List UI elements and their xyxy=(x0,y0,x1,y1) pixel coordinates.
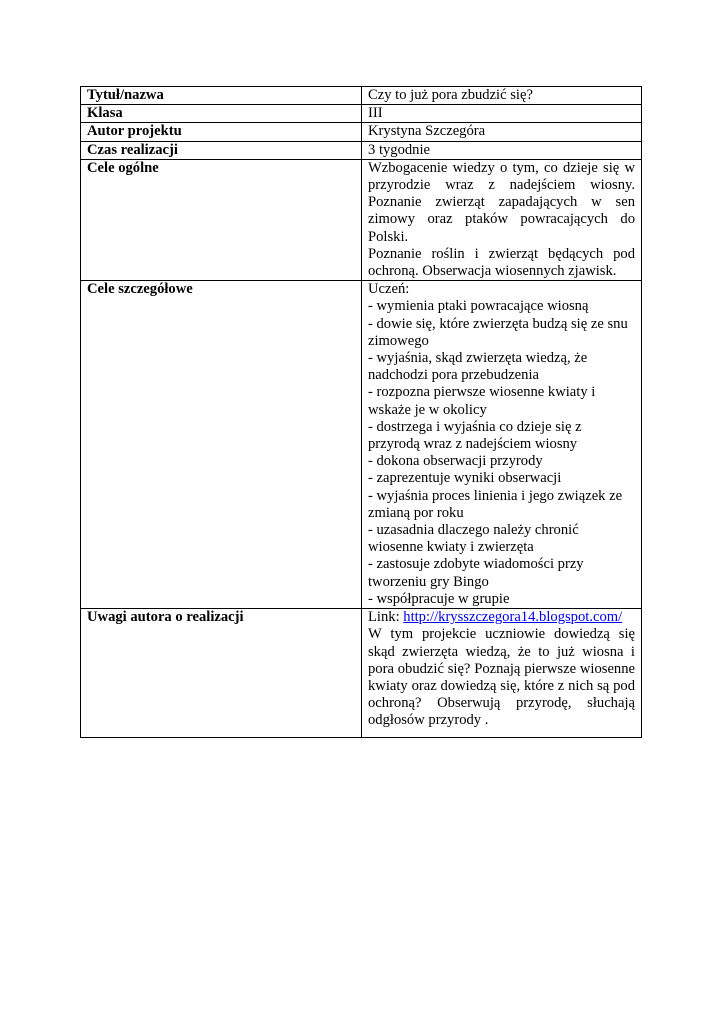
list-item: - dowie się, które zwierzęta budzą się ze snu zimowego xyxy=(368,315,628,349)
table-row-general-goals xyxy=(81,159,642,280)
general-goals-value xyxy=(362,159,642,280)
class-value: III xyxy=(362,105,642,123)
specific-goals-value xyxy=(362,281,642,609)
table-row-class xyxy=(81,105,642,123)
table-row-notes xyxy=(81,609,642,738)
blog-link[interactable]: http://krysszczegora14.blogspot.com/ xyxy=(403,609,623,626)
general-goals-paragraph-1: Wzbogacenie wiedzy o tym, co dzieje się w przyrodzie wraz z nadejściem wiosny. Poznanie zwierząt zapadających w sen zimowy oraz ptaków powracających do Polski. xyxy=(368,159,635,245)
notes-description: W tym projekcie uczniowie dowiedzą się skąd zwierzęta wiedzą, że to już wiosna i pora obudzić się? Poznają pierwsze wiosenne kwiaty oraz dowiedzą się, które z nich są pod ochroną? Obserwują przyrodę, słuchają odgłosów przyrody . xyxy=(368,626,635,729)
general-goals-label: Cele ogólne xyxy=(81,159,362,280)
specific-goals-intro: Uczeń: xyxy=(368,281,410,298)
list-item: - wyjaśnia, skąd zwierzęta wiedzą, że nadchodzi pora przebudzenia xyxy=(368,350,588,384)
duration-label: Czas realizacji xyxy=(81,141,362,159)
list-item: - uzasadnia dlaczego należy chronić wiosenne kwiaty i zwierzęta xyxy=(368,522,579,556)
list-item: - wyjaśnia proces linienia i jego związek ze zmianą por roku xyxy=(368,487,623,521)
table-row-author xyxy=(81,123,642,141)
author-label: Autor projektu xyxy=(81,123,362,141)
specific-goals-label: Cele szczegółowe xyxy=(81,281,362,609)
title-value: Czy to już pora zbudzić się? xyxy=(362,87,642,105)
list-item: - zaprezentuje wyniki obserwacji xyxy=(368,470,562,487)
notes-value xyxy=(362,609,642,738)
link-prefix: Link: xyxy=(368,609,404,626)
author-value: Krystyna Szczegóra xyxy=(362,123,642,141)
list-item: - wymienia ptaki powracające wiosną xyxy=(368,298,589,315)
duration-value: 3 tygodnie xyxy=(362,141,642,159)
list-item: - rozpozna pierwsze wiosenne kwiaty i wskaże je w okolicy xyxy=(368,384,596,418)
title-label: Tytuł/nazwa xyxy=(81,87,362,105)
notes-link-line xyxy=(368,609,635,626)
table-row-title xyxy=(81,87,642,105)
class-label: Klasa xyxy=(81,105,362,123)
project-table xyxy=(80,86,642,738)
general-goals-paragraph-2: Poznanie roślin i zwierząt będących pod ochroną. Obserwacja wiosennych zjawisk. xyxy=(368,245,635,280)
list-item: - zastosuje zdobyte wiadomości przy tworzeniu gry Bingo xyxy=(368,556,584,590)
list-item: - dokona obserwacji przyrody xyxy=(368,453,543,470)
notes-label: Uwagi autora o realizacji xyxy=(81,609,362,738)
list-item: - współpracuje w grupie xyxy=(368,590,510,607)
table-row-duration xyxy=(81,141,642,159)
table-row-specific-goals xyxy=(81,281,642,609)
list-item: - dostrzega i wyjaśnia co dzieje się z przyrodą wraz z nadejściem wiosny xyxy=(368,418,582,453)
